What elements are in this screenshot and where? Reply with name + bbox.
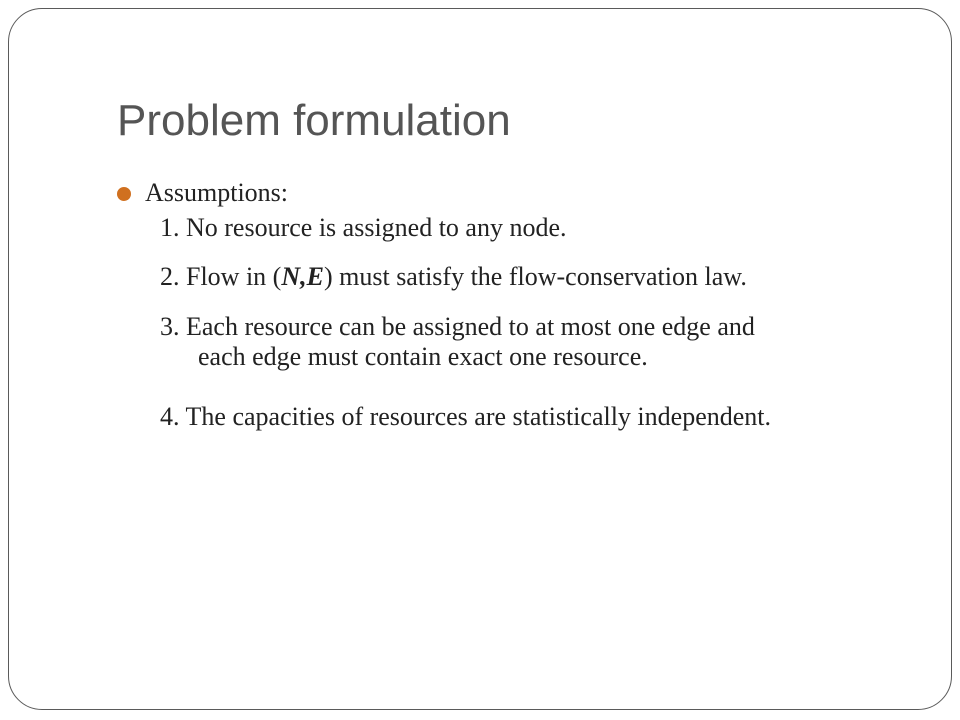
assumption-2-before: 2. Flow in ( <box>160 262 282 291</box>
assumption-4-text: 4. The capacities of resources are statistically independent. <box>160 402 771 431</box>
bullet-label: Assumptions: <box>145 178 289 207</box>
assumption-2-after: ) must satisfy the flow-conservation law. <box>323 262 747 291</box>
slide-title: Problem formulation <box>117 96 511 145</box>
assumption-item-1 <box>160 213 567 243</box>
assumption-2-comma: , <box>300 262 307 291</box>
assumption-item-4 <box>160 402 771 432</box>
assumption-2-var-n: N <box>281 262 301 291</box>
bullet-dot-icon <box>117 187 131 201</box>
assumption-item-2 <box>160 262 747 292</box>
assumption-3-line1: 3. Each resource can be assigned to at most one edge and <box>160 312 755 341</box>
assumption-2-var-e: E <box>306 262 324 291</box>
assumptions-bullet <box>117 178 288 208</box>
assumption-item-3 <box>160 312 755 372</box>
assumption-1-text: 1. No resource is assigned to any node. <box>160 213 567 242</box>
assumption-3-line2: each edge must contain exact one resource. <box>198 342 648 371</box>
